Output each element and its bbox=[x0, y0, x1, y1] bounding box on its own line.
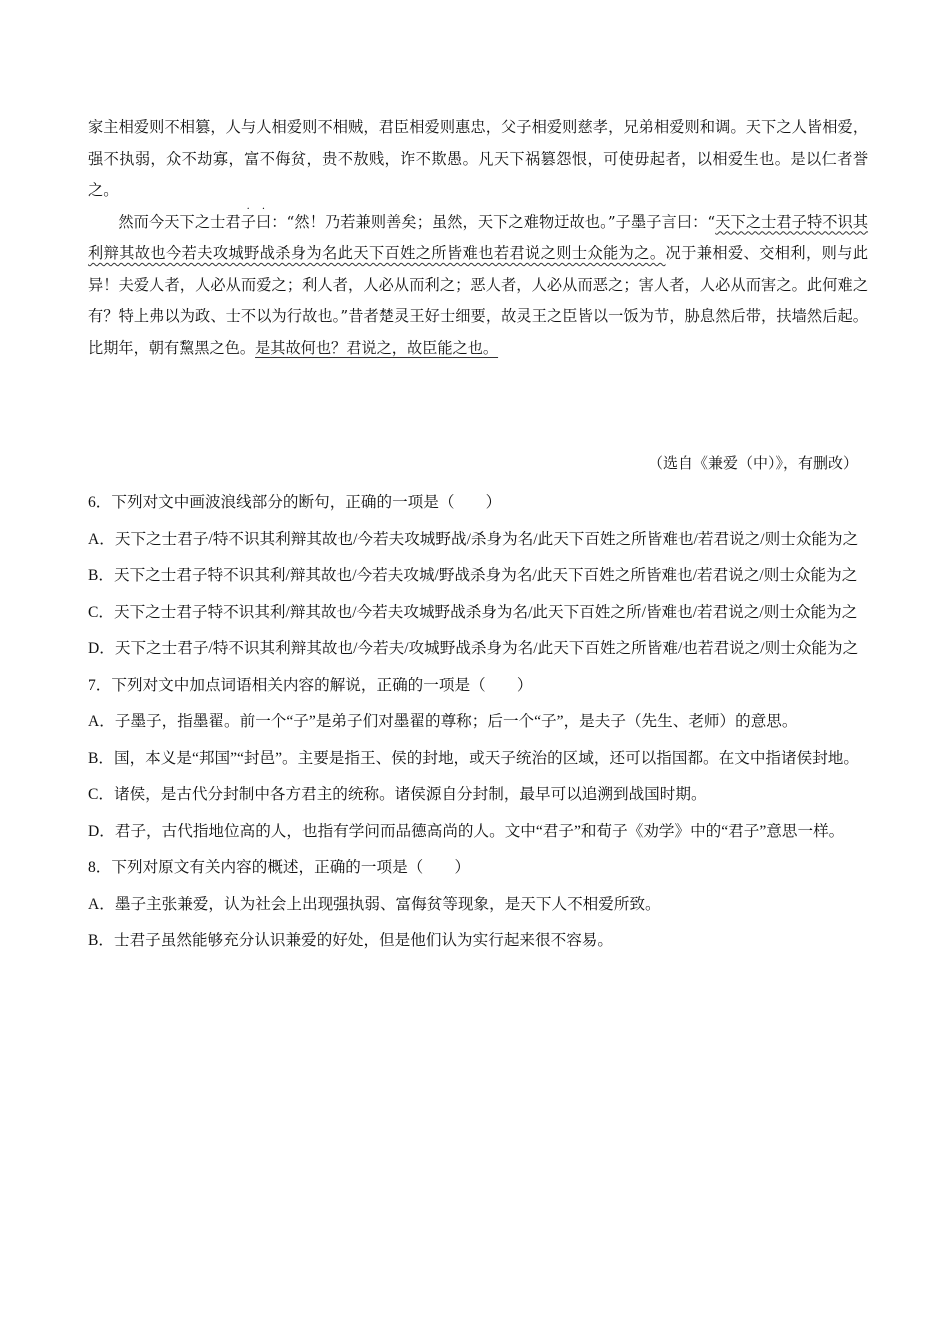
passage-text: 况于兼相爱、交相利，则与此异！夫爱人者，人必从而爱之；利人者，人必从而利之；恶人者，人必从而恶之；害人者，人必从而害之。此何难之有？特上弗以为政、士不以为行故也。”昔者楚灵王好士细要，故灵王之臣皆以一饭为节，胁息然后带，扶墙然后起。比期年，朝有黧黑之色。 bbox=[88, 244, 869, 357]
source-citation: （选自《兼爱（中）》，有删改） bbox=[647, 454, 858, 472]
question-list bbox=[88, 485, 868, 960]
question-7 bbox=[88, 668, 868, 851]
passage-paragraph-1: 家主相爱则不相篡，人与人相爱则不相贼，君臣相爱则惠忠，父子相爱则慈孝，兄弟相爱则和调。天下之人皆相爱，强不执弱，众不劫寡，富不侮贫，贵不敖贱，诈不欺愚。凡天下祸篡怨恨，可使毋起者，以相爱生也。是以仁者誉之。 bbox=[88, 118, 868, 199]
option-a: A．天下之士君子/特不识其利辩其故也/今若夫攻城野战/杀身为名/此天下百姓之所皆难也/若君说之/则士众能为之 bbox=[88, 530, 859, 548]
passage-paragraph-2 bbox=[88, 203, 869, 365]
question-8 bbox=[88, 850, 868, 960]
question-6 bbox=[88, 485, 868, 668]
dotted-character: · 君 bbox=[225, 213, 240, 231]
emphasis-dot: · bbox=[261, 203, 266, 215]
question-stem: 7．下列对文中加点词语相关内容的解说，正确的一项是（ ） bbox=[88, 676, 533, 694]
option-d: D．天下之士君子/特不识其利辩其故也/今若夫/攻城野战杀身为名/此天下百姓之所皆难/也若君说之/则士众能为之 bbox=[88, 640, 859, 657]
emphasis-dot: · bbox=[246, 203, 250, 215]
option-b: B．天下之士君子特不识其利/辩其故也/今若夫攻城/野战杀身为名/此天下百姓之所皆难也/若君说之/则士众能为之 bbox=[88, 567, 858, 584]
option-a: A．墨子主张兼爱，认为社会上出现强执弱、富侮贫等现象，是天下人不相爱所致。 bbox=[88, 895, 661, 913]
question-stem: 6．下列对文中画波浪线部分的断句，正确的一项是（ ） bbox=[88, 494, 502, 511]
question-stem: 8．下列对原文有关内容的概述，正确的一项是（ ） bbox=[88, 859, 471, 876]
option-d: D．君子，古代指地位高的人，也指有学问而品德高尚的人。文中“君子”和荀子《劝学》中的“君子”意思一样。 bbox=[88, 822, 845, 840]
passage-text: 然而今天下之士 bbox=[118, 212, 226, 231]
dotted-character: · 子 bbox=[241, 213, 256, 231]
option-b: B．国，本义是“邦国”“封邑”。主要是指王、侯的封地，或天子统治的区域，还可以指国都。在文中指诸侯封地。 bbox=[88, 749, 859, 767]
classical-passage bbox=[88, 112, 868, 364]
wavy-underlined-text: 天下之士君子特不识其利辩其故也今若夫攻城野战杀身为名此天下百姓之所皆难也若君说之则士众能为之。 bbox=[88, 212, 869, 262]
option-c: C．天下之士君子特不识其利/辩其故也/今若夫攻城野战杀身为名/此天下百姓之所/皆难也/若君说之/则士众能为之 bbox=[88, 603, 858, 621]
option-b: B．士君子虽然能够充分认识兼爱的好处，但是他们认为实行起来很不容易。 bbox=[88, 932, 613, 949]
passage-text: 曰：“然！乃若兼则善矣；虽然，天下之难物迂故也。”子墨子言曰：“ bbox=[255, 212, 716, 231]
option-c: C．诸侯，是古代分封制中各方君主的统称。诸侯源自分封制，最早可以追溯到战国时期。 bbox=[88, 786, 707, 803]
option-a: A．子墨子，指墨翟。前一个“子”是弟子们对墨翟的尊称；后一个“子”，是夫子（先生、老师）的意思。 bbox=[88, 713, 798, 730]
underlined-text: 是其故何也？君说之，故臣能之也。 bbox=[255, 338, 499, 357]
